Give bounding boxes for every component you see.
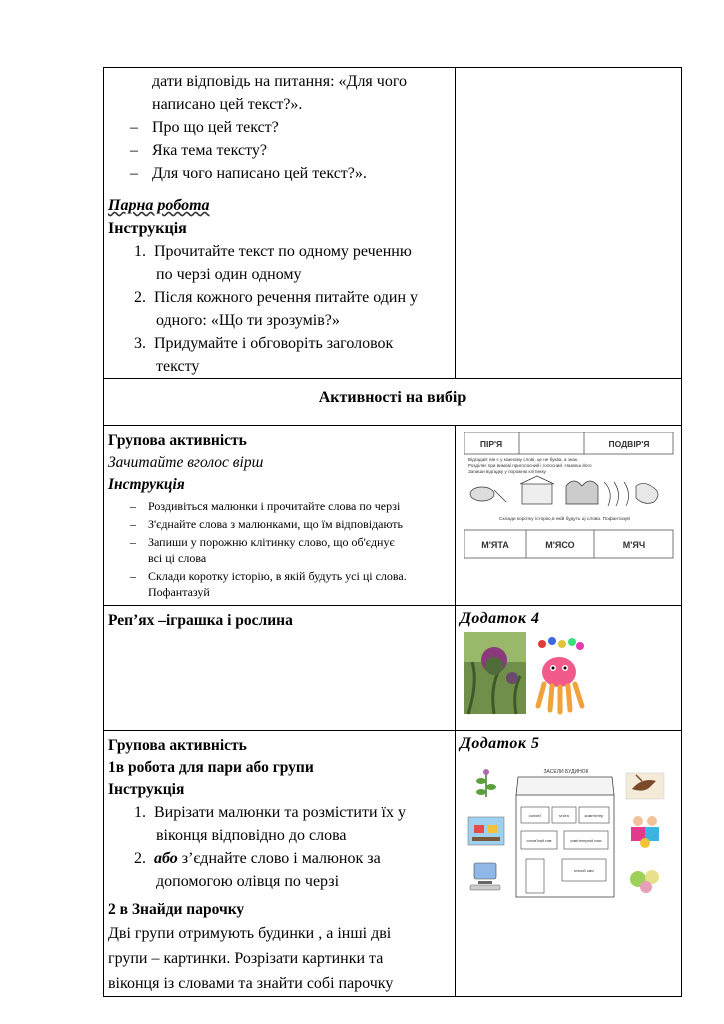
list-item: допомогою олівця по черзі	[156, 873, 340, 890]
table-row	[104, 731, 682, 997]
row4-right-cell	[456, 606, 682, 731]
worksheet-note: Відгадай: він є у кожному слові, це не буква, а знак.	[468, 457, 579, 462]
list-item: 2. Після кожного речення питайте один у	[134, 289, 418, 306]
lesson-table	[103, 67, 682, 997]
list-item: – Склади коротку історію, в якій будуть усі ці слова. Пофантазуй	[130, 569, 407, 599]
list-item: – Про що цей текст?	[130, 119, 279, 136]
house-worksheet	[466, 767, 666, 907]
pair-work-heading: Парна робота	[108, 197, 210, 214]
worksheet-word: М'ЯСО	[545, 540, 575, 550]
house-title: ЗАСЕЛИ БУДИНОК	[543, 769, 589, 775]
table-row	[104, 379, 682, 426]
pair-instruction-list	[108, 240, 451, 378]
table-row	[104, 606, 682, 731]
question-list	[108, 116, 451, 185]
continued-line-2: написано цей текст?».	[152, 96, 303, 113]
list-item: 1. Прочитайте текст по одному реченню	[134, 243, 412, 260]
list-item: 2. або з’єднайте слово і малюнок за	[134, 850, 381, 867]
apostrophe-worksheet	[464, 432, 674, 562]
mint-image	[476, 769, 496, 797]
instruction-heading: Інструкція	[108, 220, 187, 237]
row1-left-cell	[104, 68, 456, 379]
worksheet-word: ПОДВІР'Я	[608, 439, 650, 449]
worksheet-note: Розділяє при вимові приголосний і голосний. Назвеш його	[468, 463, 592, 468]
instruction-heading: Інструкція	[108, 781, 185, 798]
list-item: по черзі один одному	[156, 266, 302, 283]
list-item: – Для чого написано цей текст?».	[130, 165, 367, 182]
list-item: одного: «Що ти зрозумів?»	[156, 312, 340, 329]
read-poem-subtitle: Зачитайте вголос вірш	[108, 454, 264, 471]
group-activity-title: Групова активність	[108, 432, 247, 449]
find-pair-line: групи – картинки. Розрізати картинки та	[108, 950, 384, 967]
computer-class-image	[468, 817, 504, 845]
row1-right-cell	[456, 68, 682, 379]
continued-line-1: дати відповідь на питання: «Для чого	[152, 73, 407, 90]
worksheet-note: Запиши відгадку у порожню клітинку	[468, 469, 546, 474]
group-activity-title: Групова активність	[108, 737, 247, 754]
appendix-4-label: Додаток 4	[460, 610, 540, 627]
appendix-5-label: Додаток 5	[460, 735, 540, 752]
row5-left-cell	[104, 731, 456, 997]
row3-right-cell	[456, 426, 682, 606]
worksheet-word: М'ЯТА	[481, 540, 509, 550]
house-window-word: комп'ютерний клас	[570, 839, 602, 843]
burdock-title: Реп’ях –іграшка і рослина	[108, 612, 293, 629]
house-window-word: м'ячий сміх	[574, 869, 594, 873]
row3-left-cell	[104, 426, 456, 606]
find-pair-line: віконця із словами та знайти собі парочку	[108, 975, 394, 992]
worksheet-story: Склади коротку історію,в якій будуть ці слова. Пофантазуй	[499, 517, 630, 522]
worksheet-word: М'ЯЧ	[622, 540, 646, 550]
find-pair-subtitle: 2 в Знайди парочку	[108, 901, 245, 918]
table-row	[104, 68, 682, 379]
list-item: 1. Вирізати малюнки та розмістити їх у	[134, 804, 406, 821]
section-header: Активності на вибір	[318, 389, 467, 406]
list-item: – Запиши у порожню клітинку слово, що об'єднує всі ці слова	[130, 535, 395, 565]
house-window-word: солов'ї	[528, 813, 542, 818]
row5-right-cell	[456, 731, 682, 997]
find-pair-line: Дві групи отримують будинки , а інші дві	[108, 925, 392, 942]
pair-group-subtitle: 1в робота для пари або групи	[108, 759, 314, 776]
burdock-pictures	[464, 632, 624, 717]
list-item: тексту	[156, 358, 200, 375]
fruit-image	[630, 870, 659, 893]
row4-left-cell	[104, 606, 456, 731]
house-window-word: солов'їний спів	[526, 839, 552, 843]
table-row	[104, 426, 682, 606]
list-item: 3. Придумайте і обговоріть заголовок	[134, 335, 394, 352]
nightingale-image	[626, 773, 664, 799]
list-item: – Роздивіться малюнки і прочитайте слова по черзі	[130, 499, 401, 513]
house-window-word: м'ята	[559, 813, 569, 818]
group-instruction-list	[108, 498, 451, 600]
list-item: – Яка тема тексту?	[130, 142, 267, 159]
burdock-toy-image	[538, 637, 584, 712]
house-window-word: комп'ютер	[584, 813, 604, 818]
house-instruction-list	[108, 801, 451, 893]
feather-pictures	[470, 476, 658, 506]
kids-image	[631, 816, 659, 848]
list-item: – З'єднайте слова з малюнками, що їм відповідають	[130, 517, 404, 531]
list-item: віконця відповідно до слова	[156, 827, 347, 844]
section-header-cell	[104, 379, 682, 426]
instruction-heading: Інструкція	[108, 476, 185, 493]
worksheet-word: ПІР'Я	[479, 439, 503, 449]
computer-icon	[470, 863, 500, 890]
